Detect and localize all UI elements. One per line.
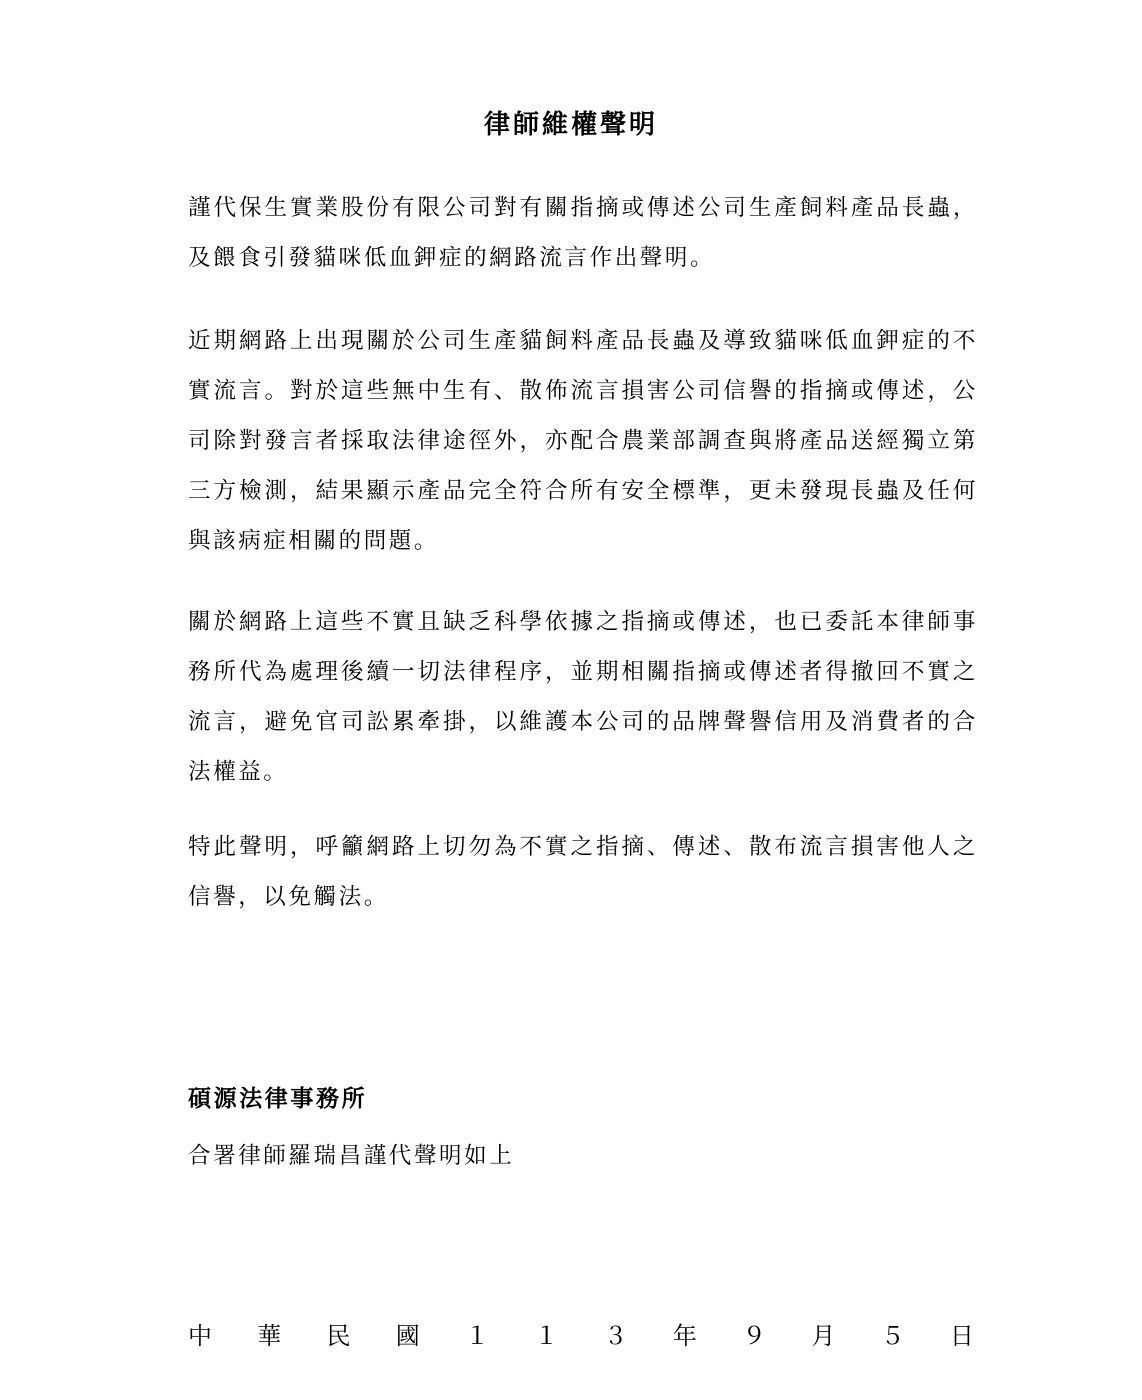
date-char: 民 [326,1322,351,1350]
document-title: 律師維權聲明 [483,110,658,140]
date-char: ３ [603,1322,628,1350]
law-firm-name: 碩源法律事務所 [188,1085,368,1112]
date-char: 中 [188,1322,212,1350]
date-char: ９ [742,1322,767,1350]
date-char: １ [534,1322,559,1350]
date-line [188,1316,974,1351]
date-char: 日 [949,1322,974,1350]
paragraph-legal-action: 關於網路上這些不實且缺乏科學依據之指摘或傳述，也已委託本律師事務所代為處理後續一切法律程序，並期相關指摘或傳述者得撤回不實之流言，避免官司訟累牽掛，以維護本公司的品牌聲譽信用及消費者的合法權益。 [188,609,978,785]
paragraph-intro: 謹代保生實業股份有限公司對有關指摘或傳述公司生產飼料產品長蟲，及餵食引發貓咪低血鉀症的網路流言作出聲明。 [188,195,978,271]
signer-line: 合署律師羅瑞昌謹代聲明如上 [188,1143,515,1169]
date-char: ５ [880,1322,905,1350]
date-char: 華 [257,1322,282,1350]
date-char: 年 [672,1322,697,1350]
date-char: １ [465,1322,490,1350]
paragraph-rumor-response: 近期網路上出現關於公司生產貓飼料產品長蟲及導致貓咪低血鉀症的不實流言。對於這些無中生有、散佈流言損害公司信譽的指摘或傳述，公司除對發言者採取法律途徑外，亦配合農業部調查與將產品送經獨立第三方檢測，結果顯示產品完全符合所有安全標準，更未發現長蟲及任何與該病症相關的問題。 [188,328,978,554]
date-char: 月 [811,1322,836,1350]
date-char: 國 [395,1322,420,1350]
paragraph-closing: 特此聲明，呼籲網路上切勿為不實之指摘、傳述、散布流言損害他人之信譽，以免觸法。 [188,834,978,910]
